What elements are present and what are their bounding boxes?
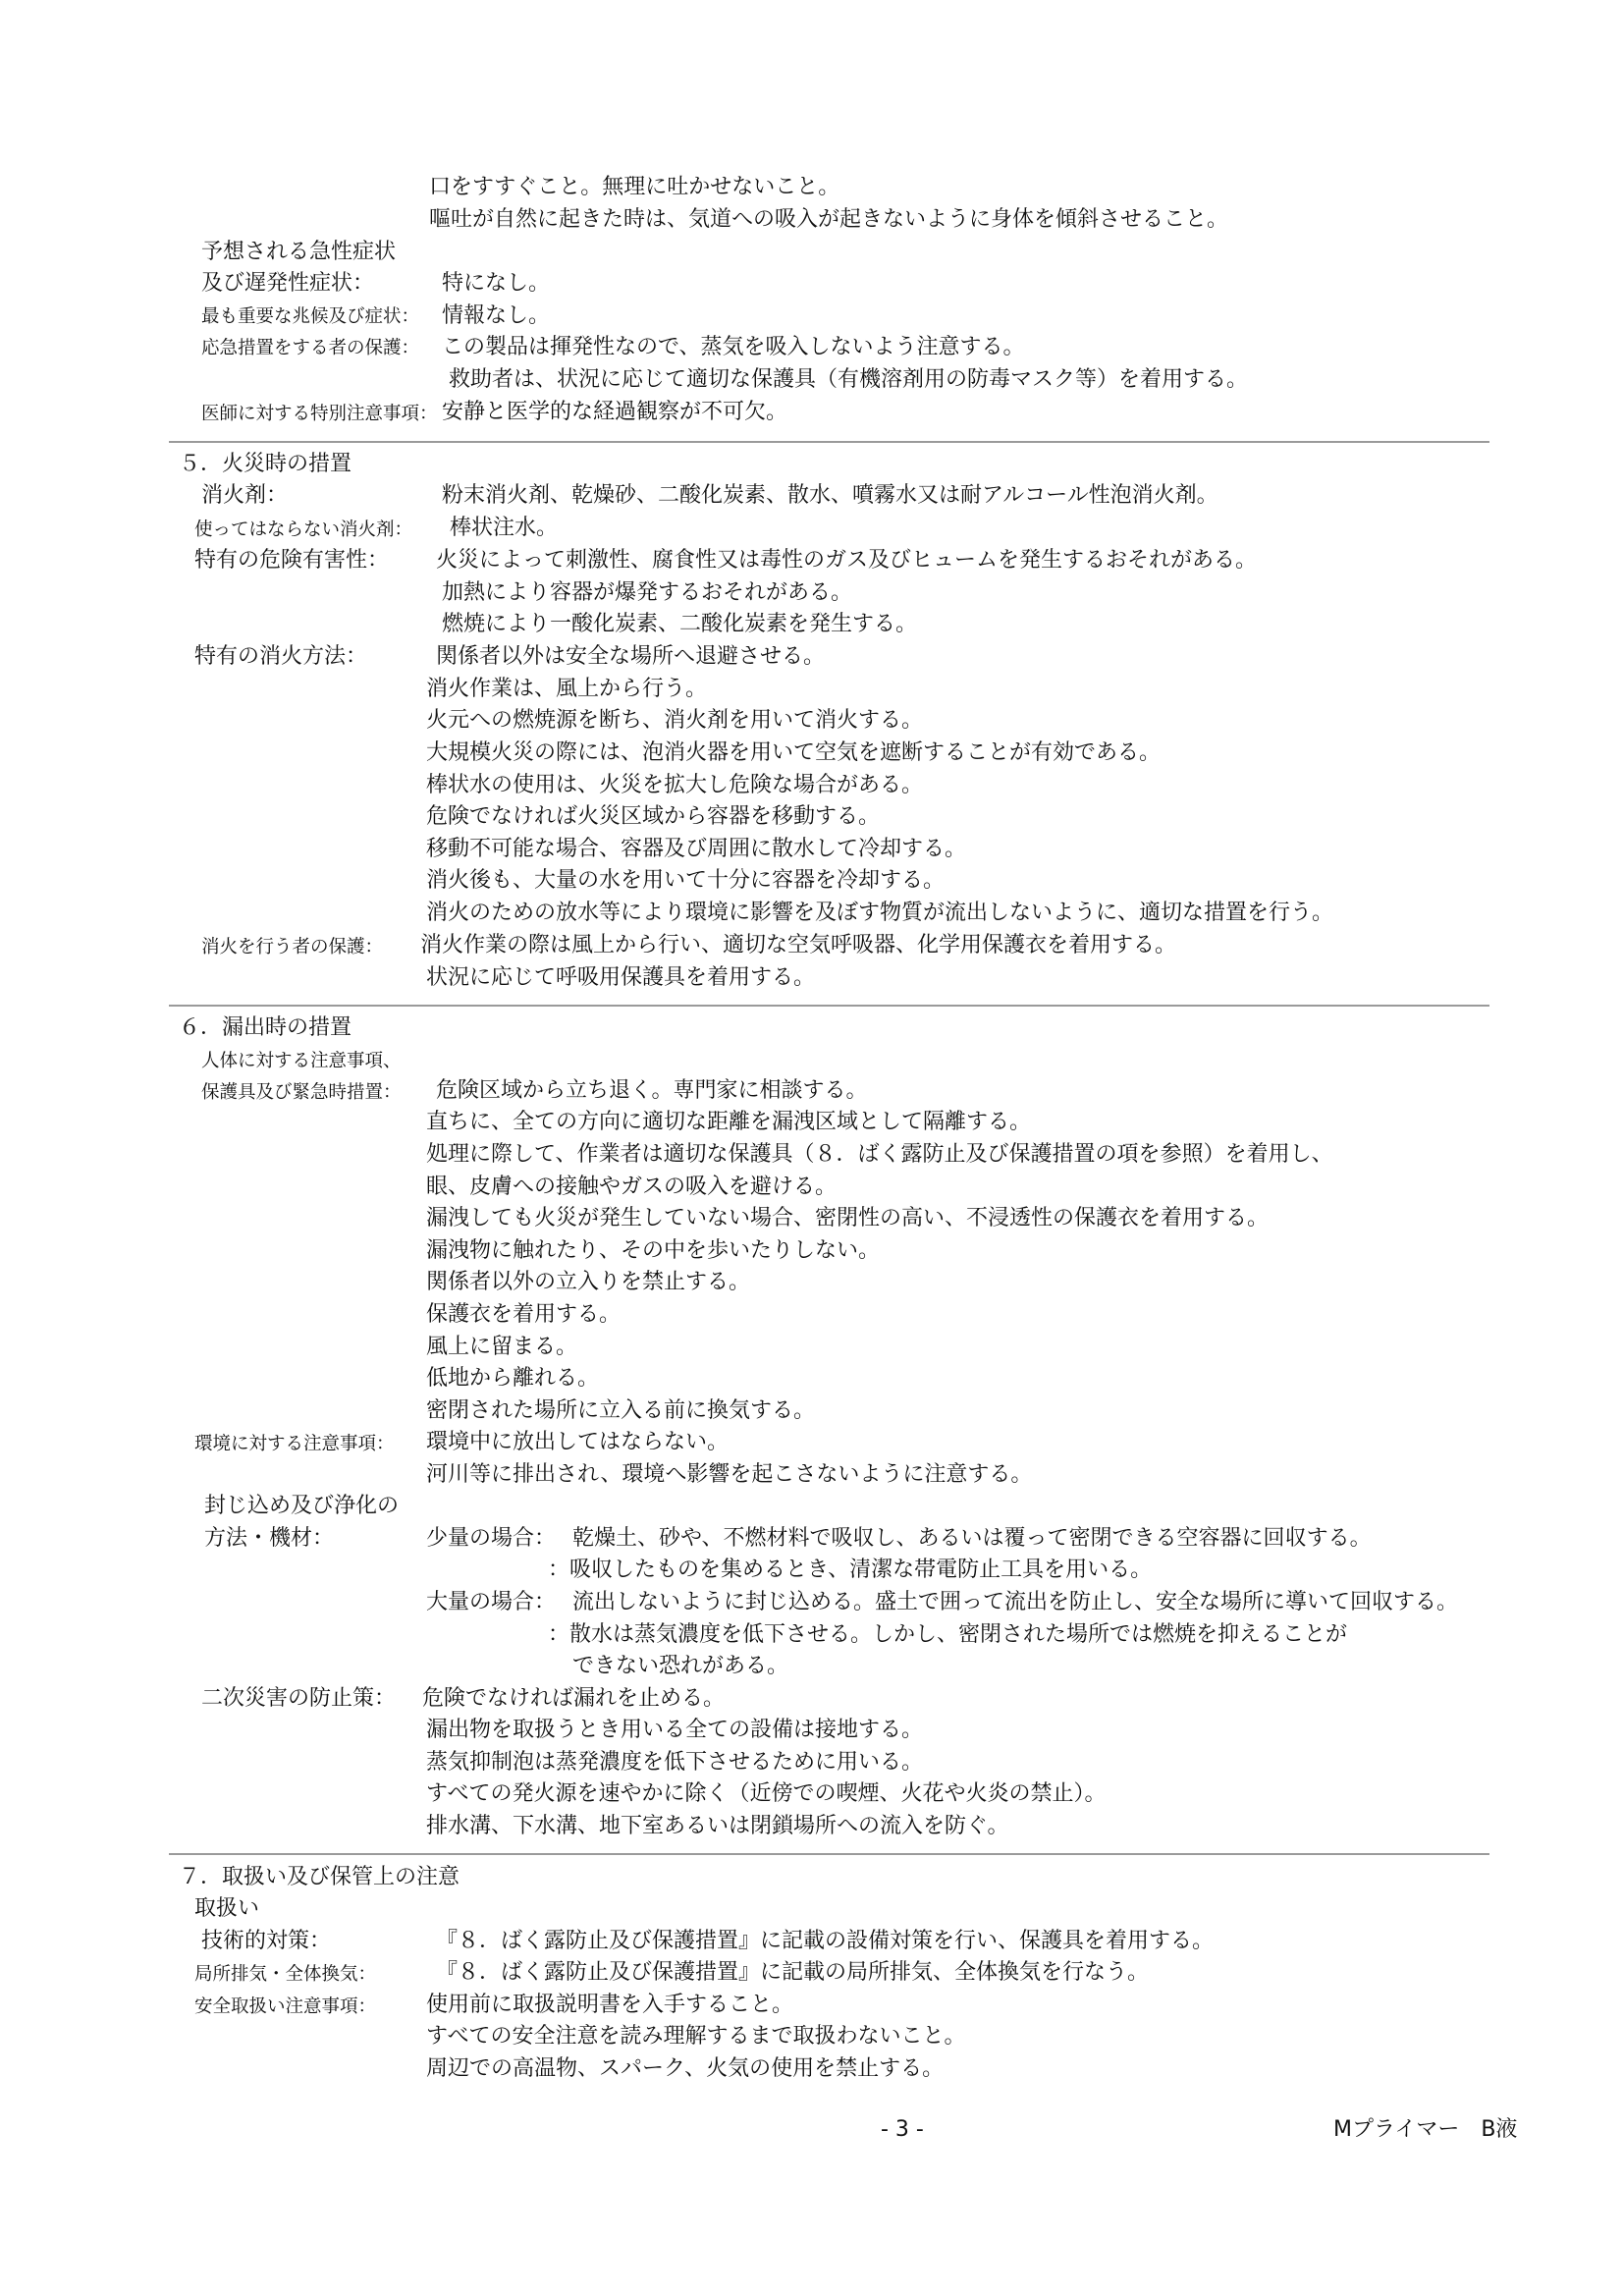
ventilation-label: 局所排気・全体換気： (194, 1964, 377, 1985)
important-symptoms-label: 最も重要な兆候及び症状： (201, 306, 420, 327)
firefighting-method-line: 火元への燃焼源を断ち、消火剤を用いて消火する。 (426, 708, 924, 733)
safe-handling-label: 安全取扱い注意事項： (194, 1996, 377, 2017)
personal-precautions-line: 関係者以外の立入りを禁止する。 (426, 1270, 751, 1294)
small-spill-label: 少量の場合： (426, 1526, 557, 1551)
technical-measures-value: 『８．ばく露防止及び保護措置』に記載の設備対策を行い、保護具を着用する。 (436, 1929, 1215, 1953)
section-divider (169, 1005, 1489, 1007)
handling-label: 取扱い (194, 1896, 260, 1921)
secondary-disaster-line: 漏出物を取扱うとき用いる全ての設備は接地する。 (426, 1718, 924, 1742)
firefighter-protection-line: 消火作業の際は風上から行い、適切な空気呼吸器、化学用保護衣を着用する。 (420, 933, 1177, 957)
responder-protection-label: 応急措置をする者の保護： (201, 338, 420, 358)
small-spill-line: ：吸収したものを集めるとき、清潔な帯電防止工具を用いる。 (548, 1558, 1153, 1582)
environmental-precautions-label: 環境に対する注意事項： (194, 1434, 395, 1454)
first-aid-text: 嘔吐が自然に起きた時は、気道への吸入が起きないように身体を傾斜させること。 (429, 207, 1229, 232)
containment-label: 方法・機材： (204, 1526, 335, 1551)
doctor-notes-value: 安静と医学的な経過観察が不可欠。 (442, 400, 788, 424)
firefighting-method-line: 棒状水の使用は、火災を拡大し危険な場合がある。 (426, 773, 924, 797)
specific-hazard-label: 特有の危険有害性： (194, 548, 390, 573)
responder-protection-value: 救助者は、状況に応じて適切な保護具（有機溶剤用の防毒マスク等）を着用する。 (449, 367, 1249, 392)
secondary-disaster-line: 排水溝、下水溝、地下室あるいは閉鎖場所への流入を防ぐ。 (426, 1814, 1009, 1838)
secondary-disaster-line: 危険でなければ漏れを止める。 (422, 1686, 726, 1711)
firefighter-protection-line: 状況に応じて呼吸用保護具を着用する。 (426, 965, 816, 990)
personal-precautions-line: 低地から離れる。 (426, 1366, 600, 1391)
section-5-title: ５．火災時の措置 (179, 452, 352, 476)
section-divider (169, 1853, 1489, 1855)
unsuitable-extinguisher-value: 棒状注水。 (450, 516, 559, 540)
section-7-title: ７．取扱い及び保管上の注意 (179, 1865, 460, 1889)
personal-precautions-line: 直ちに、全ての方向に適切な距離を漏洩区域として隔離する。 (426, 1110, 1032, 1134)
containment-label: 封じ込め及び浄化の (204, 1494, 400, 1518)
firefighting-method-line: 消火のための放水等により環境に影響を及ぼす物質が流出しないように、適切な措置を行う。 (426, 901, 1334, 925)
product-name: Mプライマー B液 (1333, 2117, 1518, 2142)
firefighting-method-line: 消火作業は、風上から行う。 (426, 677, 708, 701)
symptoms-label: 予想される急性症状 (201, 240, 397, 264)
extinguisher-label: 消火剤： (201, 483, 289, 508)
large-spill-line: できない恐れがある。 (572, 1654, 789, 1678)
personal-precautions-line: 風上に留まる。 (426, 1335, 578, 1359)
symptoms-value: 特になし。 (442, 271, 551, 296)
small-spill-line: 乾燥土、砂や、不燃材料で吸収し、あるいは覆って密閉できる空容器に回収する。 (572, 1526, 1372, 1551)
personal-precautions-line: 漏洩物に触れたり、その中を歩いたりしない。 (426, 1238, 881, 1263)
personal-precautions-line: 眼、皮膚への接触やガスの吸入を避ける。 (426, 1175, 838, 1199)
specific-hazard-line: 加熱により容器が爆発するおそれがある。 (442, 580, 853, 605)
firefighting-method-line: 消火後も、大量の水を用いて十分に容器を冷却する。 (426, 868, 946, 893)
personal-precautions-line: 保護衣を着用する。 (426, 1302, 622, 1327)
page-number: - 3 - (881, 2117, 924, 2142)
first-aid-text: 口をすすぐこと。無理に吐かせないこと。 (429, 175, 840, 199)
large-spill-line: ：散水は蒸気濃度を低下させる。しかし、密閉された場所では燃焼を抑えることが (548, 1622, 1348, 1647)
specific-hazard-line: 燃焼により一酸化炭素、二酸化炭素を発生する。 (442, 612, 918, 636)
personal-precautions-line: 処理に際して、作業者は適切な保護具（８．ばく露防止及び保護措置の項を参照）を着用し、 (426, 1142, 1333, 1167)
ventilation-value: 『８．ばく露防止及び保護措置』に記載の局所排気、全体換気を行なう。 (436, 1960, 1150, 1985)
secondary-disaster-line: すべての発火源を速やかに除く（近傍での喫煙、火花や火炎の禁止）。 (426, 1781, 1107, 1806)
safe-handling-line: 周辺での高温物、スパーク、火気の使用を禁止する。 (426, 2056, 945, 2081)
personal-precautions-label: 人体に対する注意事項、 (201, 1051, 402, 1071)
secondary-disaster-label: 二次災害の防止策： (201, 1686, 397, 1711)
specific-hazard-line: 火災によって刺激性、腐食性又は毒性のガス及びヒュームを発生するおそれがある。 (436, 548, 1258, 573)
unsuitable-extinguisher-label: 使ってはならない消火剤： (194, 519, 413, 540)
responder-protection-value: この製品は揮発性なので、蒸気を吸入しないよう注意する。 (442, 335, 1025, 359)
large-spill-line: 流出しないように封じ込める。盛土で囲って流出を防止し、安全な場所に導いて回収する。 (572, 1590, 1459, 1614)
environmental-precautions-line: 河川等に排出され、環境へ影響を起こさないように注意する。 (426, 1462, 1033, 1487)
technical-measures-label: 技術的対策： (201, 1929, 332, 1953)
safe-handling-line: すべての安全注意を読み理解するまで取扱わないこと。 (426, 2024, 966, 2049)
personal-precautions-line: 密閉された場所に立入る前に換気する。 (426, 1398, 816, 1423)
safe-handling-line: 使用前に取扱説明書を入手すること。 (426, 1993, 794, 2017)
section-divider (169, 441, 1489, 443)
extinguisher-value: 粉末消火剤、乾燥砂、二酸化炭素、散水、噴霧水又は耐アルコール性泡消火剤。 (442, 483, 1218, 508)
symptoms-label: 及び遅発性症状： (201, 271, 375, 296)
firefighting-method-line: 移動不可能な場合、容器及び周囲に散水して冷却する。 (426, 837, 967, 861)
personal-precautions-line: 危険区域から立ち退く。専門家に相談する。 (436, 1078, 868, 1103)
important-symptoms-value: 情報なし。 (442, 303, 551, 328)
environmental-precautions-line: 環境中に放出してはならない。 (426, 1430, 730, 1454)
firefighting-method-line: 関係者以外は安全な場所へ退避させる。 (436, 644, 826, 669)
firefighting-method-line: 大規模火災の際には、泡消火器を用いて空気を遮断することが有効である。 (426, 740, 1162, 765)
personal-precautions-label: 保護具及び緊急時措置： (201, 1082, 402, 1103)
doctor-notes-label: 医師に対する特別注意事項： (201, 404, 438, 424)
secondary-disaster-line: 蒸気抑制泡は蒸発濃度を低下させるために用いる。 (426, 1750, 924, 1775)
personal-precautions-line: 漏洩しても火災が発生していない場合、密閉性の高い、不浸透性の保護衣を着用する。 (426, 1206, 1270, 1230)
firefighting-method-line: 危険でなければ火災区域から容器を移動する。 (426, 804, 881, 829)
firefighter-protection-label: 消火を行う者の保護： (201, 937, 384, 957)
large-spill-label: 大量の場合： (426, 1590, 557, 1614)
section-6-title: ６．漏出時の措置 (179, 1015, 352, 1040)
firefighting-method-label: 特有の消火方法： (194, 644, 368, 669)
